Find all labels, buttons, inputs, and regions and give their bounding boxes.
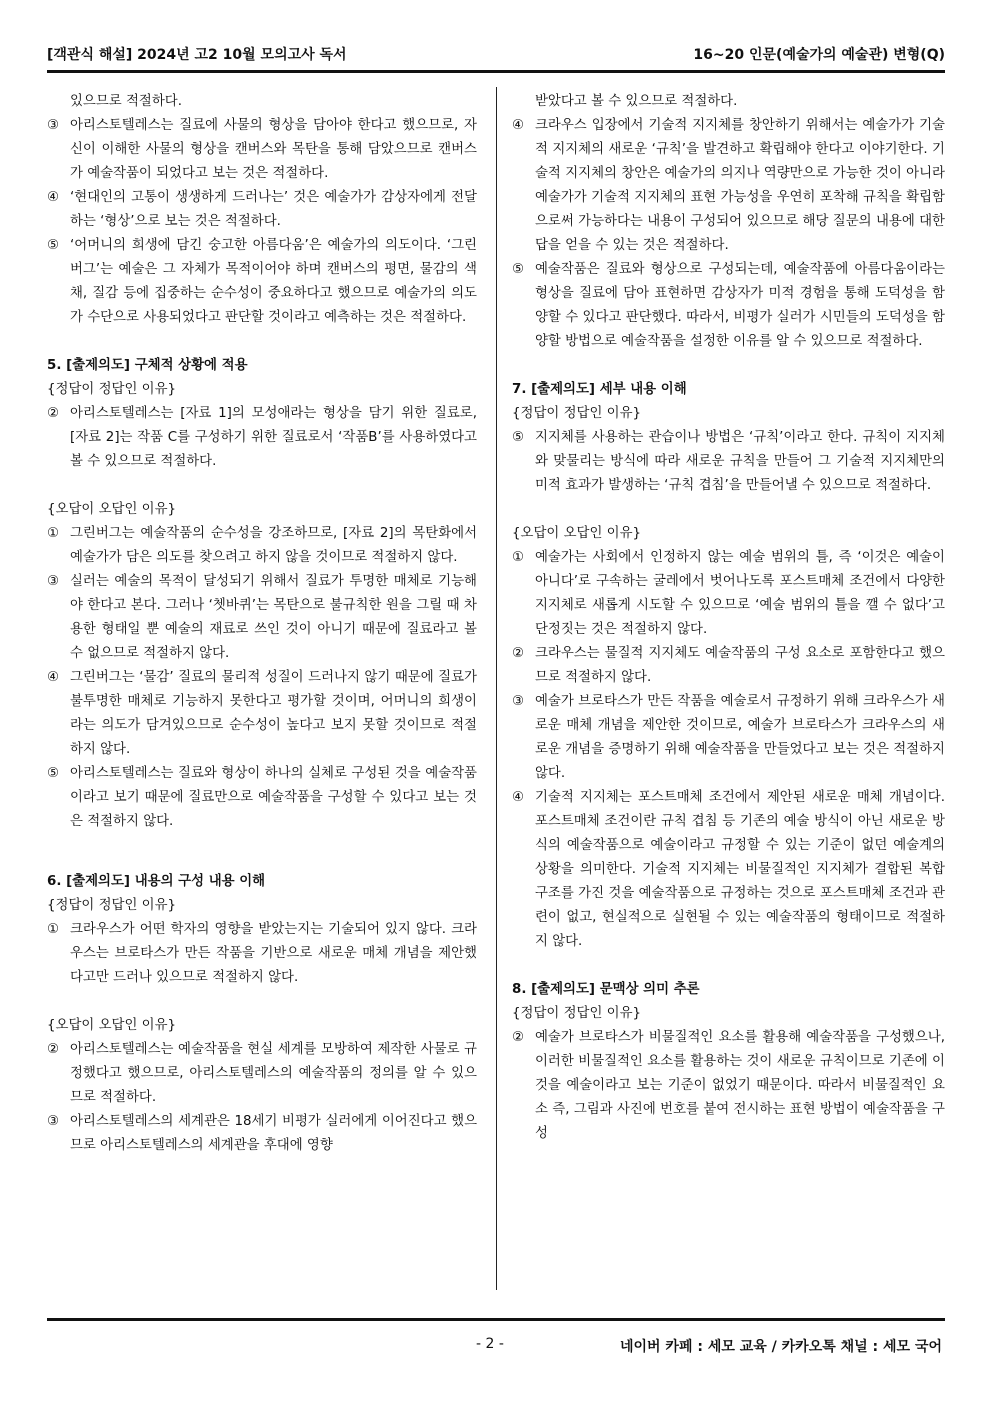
question-heading: 8. [출제의도] 문맥상 의미 추론 xyxy=(512,982,700,997)
answer-item xyxy=(47,1038,477,1110)
header-rule xyxy=(47,70,945,73)
answer-text: 아리스토텔레스는 질료에 사물의 형상을 담아야 한다고 했으므로, 자신이 이해한 사물의 형상을 캔버스와 목탄을 통해 담았으므로 캔버스가 예술작품이 되었다고 보는 것은 적절하다. xyxy=(70,118,477,181)
answer-item xyxy=(47,234,477,330)
continued-line: 받았다고 볼 수 있으므로 적절하다. xyxy=(535,94,738,109)
answer-list xyxy=(47,522,477,834)
answer-text: 아리스토텔레스의 세계관은 18세기 비평가 실러에게 이어진다고 했으므로 아리스토텔레스의 세계관을 후대에 영향 xyxy=(70,1114,477,1153)
answer-list xyxy=(47,1038,477,1158)
answer-text: 예술가는 사회에서 인정하지 않는 예술 범위의 틀, 즉 ‘이것은 예술이 아니다’로 구속하는 굴레에서 벗어나도록 포스트매체 조건에서 다양한 지지체로 새롭게 시도할 수 있으므로 ‘예술 범위의 틀을 깰 수 없다’고 단정짓는 것은 적절하지 않다. xyxy=(535,550,945,637)
answer-text: 그린버그는 예술작품의 순수성을 강조하므로, [자료 2]의 목탄화에서 예술가가 담은 의도를 찾으려고 하지 않을 것이므로 적절하지 않다. xyxy=(70,526,477,565)
answer-text: 그린버그는 ‘물감’ 질료의 물리적 성질이 드러나지 않기 때문에 질료가 불투명한 매체로 기능하지 못한다고 평가할 것이며, 어머니의 희생이라는 의도가 담겨있으므로 순수성이 높다고 보지 못할 것이므로 적절하지 않다. xyxy=(70,670,477,757)
answer-list xyxy=(47,918,477,990)
answer-text: 크라우스는 물질적 지지체도 예술작품의 구성 요소로 포함한다고 했으므로 적절하지 않다. xyxy=(535,646,945,685)
answer-text: ‘어머니의 희생에 담긴 숭고한 아름다움’은 예술가의 의도이다. ‘그린버그’는 예술은 그 자체가 목적이어야 하며 캔버스의 평면, 물감의 색채, 질감 등에 집중하는 순수성이 중요하다고 했으므로 예술가의 의도가 수단으로 사용되었다고 판단할 것이라고 예측하는 것은 적절하다. xyxy=(70,238,477,325)
question-heading: 7. [출제의도] 세부 내용 이해 xyxy=(512,382,687,397)
choice-number: ② xyxy=(512,646,525,661)
header-subtitle: 16~20 인문(예술가의 예술관) 변형(Q) xyxy=(693,47,945,63)
answer-item xyxy=(47,522,477,570)
choice-number: ③ xyxy=(47,574,60,589)
page-number: - 2 - xyxy=(476,1336,504,1352)
page-header xyxy=(47,40,945,66)
answer-list xyxy=(512,114,945,354)
answer-list xyxy=(512,426,945,498)
column-divider xyxy=(496,87,497,1290)
answer-item xyxy=(512,114,945,258)
right-column xyxy=(512,90,945,1146)
answer-text: ‘현대인의 고통이 생생하게 드러나는’ 것은 예술가가 감상자에게 전달하는 ‘형상’으로 보는 것은 적절하다. xyxy=(70,190,477,229)
section-label: {정답이 정답인 이유} xyxy=(512,406,642,421)
question-heading: 5. [출제의도] 구체적 상황에 적용 xyxy=(47,358,248,373)
answer-item xyxy=(47,570,477,666)
answer-item xyxy=(47,666,477,762)
choice-number: ⑤ xyxy=(512,262,525,277)
answer-text: 지지체를 사용하는 관습이나 방법은 ‘규칙’이라고 한다. 규칙이 지지체와 맞물리는 방식에 따라 새로운 규칙을 만들어 그 기술적 지지체만의 미적 효과가 발생하는 ‘규칙 겹침’을 만들어낼 수 있으므로 적절하다. xyxy=(535,430,945,493)
answer-list xyxy=(512,546,945,954)
answer-text: 크라우스가 어떤 학자의 영향을 받았는지는 기술되어 있지 않다. 크라우스는 브로타스가 만든 작품을 기반으로 새로운 매체 개념을 제안했다고만 드러나 있으므로 적절하지 않다. xyxy=(70,922,477,985)
header-title: [객관식 해설] 2024년 고2 10월 모의고사 독서 xyxy=(47,47,347,63)
answer-text: 예술가 브로타스가 만든 작품을 예술로서 규정하기 위해 크라우스가 새로운 매체 개념을 제안한 것이므로, 예술가 브로타스가 크라우스의 새로운 개념을 증명하기 위해 예술작품을 만들었다고 보는 것은 적절하지 않다. xyxy=(535,694,945,781)
answer-text: 예술작품은 질료와 형상으로 구성되는데, 예술작품에 아름다움이라는 형상을 질료에 담아 표현하면 감상자가 미적 경험을 통해 도덕성을 함양할 수 있다고 판단했다. 따라서, 비평가 실러가 시민들의 도덕성을 함양할 방법으로 예술작품을 설정한 이유를 알 수 있으므로 적절하다. xyxy=(535,262,945,349)
answer-text: 아리스토텔레스는 질료와 형상이 하나의 실체로 구성된 것을 예술작품이라고 보기 때문에 질료만으로 예술작품을 구성할 수 있다고 보는 것은 적절하지 않다. xyxy=(70,766,477,829)
answer-item xyxy=(512,258,945,354)
answer-text: 예술가 브로타스가 비물질적인 요소를 활용해 예술작품을 구성했으나, 이러한 비물질적인 요소를 활용하는 것이 새로운 규칙이므로 기존에 이것을 예술이라고 보는 기준이 없었기 때문이다. 따라서 비물질적인 요소 즉, 그림과 사진에 번호를 붙여 전시하는 표현 방법이 예술작품을 구성 xyxy=(535,1030,945,1141)
answer-item xyxy=(47,1110,477,1158)
left-column xyxy=(47,90,477,1158)
answer-item xyxy=(512,642,945,690)
answer-text: 실러는 예술의 목적이 달성되기 위해서 질료가 투명한 매체로 기능해야 한다고 본다. 그러나 ‘쳇바퀴’는 목탄으로 불규칙한 원을 그릴 때 차용한 형태일 뿐 예술의 재료로 쓰인 것이 아니기 때문에 질료라고 볼 수 없으므로 적절하지 않다. xyxy=(70,574,477,661)
answer-text: 크라우스 입장에서 기술적 지지체를 창안하기 위해서는 예술가가 기술적 지지체의 새로운 ‘규칙’을 발견하고 확립해야 한다고 이야기한다. 기술적 지지체의 창안은 예술가의 의지나 역량만으로 가능한 것이 아니라 예술가가 기술적 지지체의 표현 가능성을 우연히 포착해 규칙을 확립함으로써 가능하다는 내용이 구성되어 있으므로 해당 질문의 내용에 대한 답을 얻을 수 있는 것은 적절하다. xyxy=(535,118,945,253)
section-label: {오답이 오답인 이유} xyxy=(47,502,177,517)
section-label: {정답이 정답인 이유} xyxy=(47,382,177,397)
section-label: {오답이 오답인 이유} xyxy=(47,1018,177,1033)
choice-number: ② xyxy=(512,1030,525,1045)
choice-number: ② xyxy=(47,1042,60,1057)
choice-number: ⑤ xyxy=(47,238,60,253)
answer-item xyxy=(512,1026,945,1146)
answer-list xyxy=(47,114,477,330)
choice-number: ④ xyxy=(512,118,525,133)
section-label: {정답이 정답인 이유} xyxy=(512,1006,642,1021)
choice-number: ① xyxy=(512,550,525,565)
choice-number: ③ xyxy=(512,694,525,709)
choice-number: ③ xyxy=(47,1114,60,1129)
answer-item xyxy=(47,114,477,186)
answer-item xyxy=(47,402,477,474)
choice-number: ① xyxy=(47,922,60,937)
choice-number: ⑤ xyxy=(512,430,525,445)
answer-list xyxy=(47,402,477,474)
answer-item xyxy=(512,546,945,642)
choice-number: ② xyxy=(47,406,60,421)
question-heading: 6. [출제의도] 내용의 구성 내용 이해 xyxy=(47,874,266,889)
answer-item xyxy=(512,426,945,498)
answer-item xyxy=(47,186,477,234)
answer-list xyxy=(512,1026,945,1146)
answer-item xyxy=(512,690,945,786)
choice-number: ③ xyxy=(47,118,60,133)
answer-text: 아리스토텔레스는 [자료 1]의 모성애라는 형상을 담기 위한 질료로, [자료 2]는 작품 C를 구성하기 위한 질료로서 ‘작품B’를 사용하였다고 볼 수 있으므로 적절하다. xyxy=(70,406,477,469)
answer-item xyxy=(512,786,945,954)
footer-rule xyxy=(47,1318,945,1321)
choice-number: ④ xyxy=(47,670,60,685)
answer-text: 아리스토텔레스는 예술작품을 현실 세계를 모방하여 제작한 사물로 규정했다고 했으므로, 아리스토텔레스의 예술작품의 정의를 알 수 있으므로 적절하다. xyxy=(70,1042,477,1105)
answer-item xyxy=(47,762,477,834)
choice-number: ① xyxy=(47,526,60,541)
choice-number: ⑤ xyxy=(47,766,60,781)
section-label: {오답이 오답인 이유} xyxy=(512,526,642,541)
continued-line: 있으므로 적절하다. xyxy=(70,94,182,109)
section-label: {정답이 정답인 이유} xyxy=(47,898,177,913)
choice-number: ④ xyxy=(512,790,525,805)
answer-text: 기술적 지지체는 포스트매체 조건에서 제안된 새로운 매체 개념이다. 포스트매체 조건이란 규칙 겹침 등 기존의 예술 방식이 아닌 새로운 방식의 예술작품으로 예술이라고 규정할 수 있는 기준이 없던 예술계의 상황을 의미한다. 기술적 지지체는 비물질적인 지지체가 결합된 복합 구조를 가진 것을 예술작품으로 규정하는 것으로 포스트매체 조건과 관련이 없고, 현실적으로 실현될 수 있는 예술작품의 형태이므로 적절하지 않다. xyxy=(535,790,945,949)
answer-item xyxy=(47,918,477,990)
footer-credit: 네이버 카페 : 세모 교육 / 카카오톡 채널 : 세모 국어 xyxy=(619,1339,942,1355)
choice-number: ④ xyxy=(47,190,60,205)
